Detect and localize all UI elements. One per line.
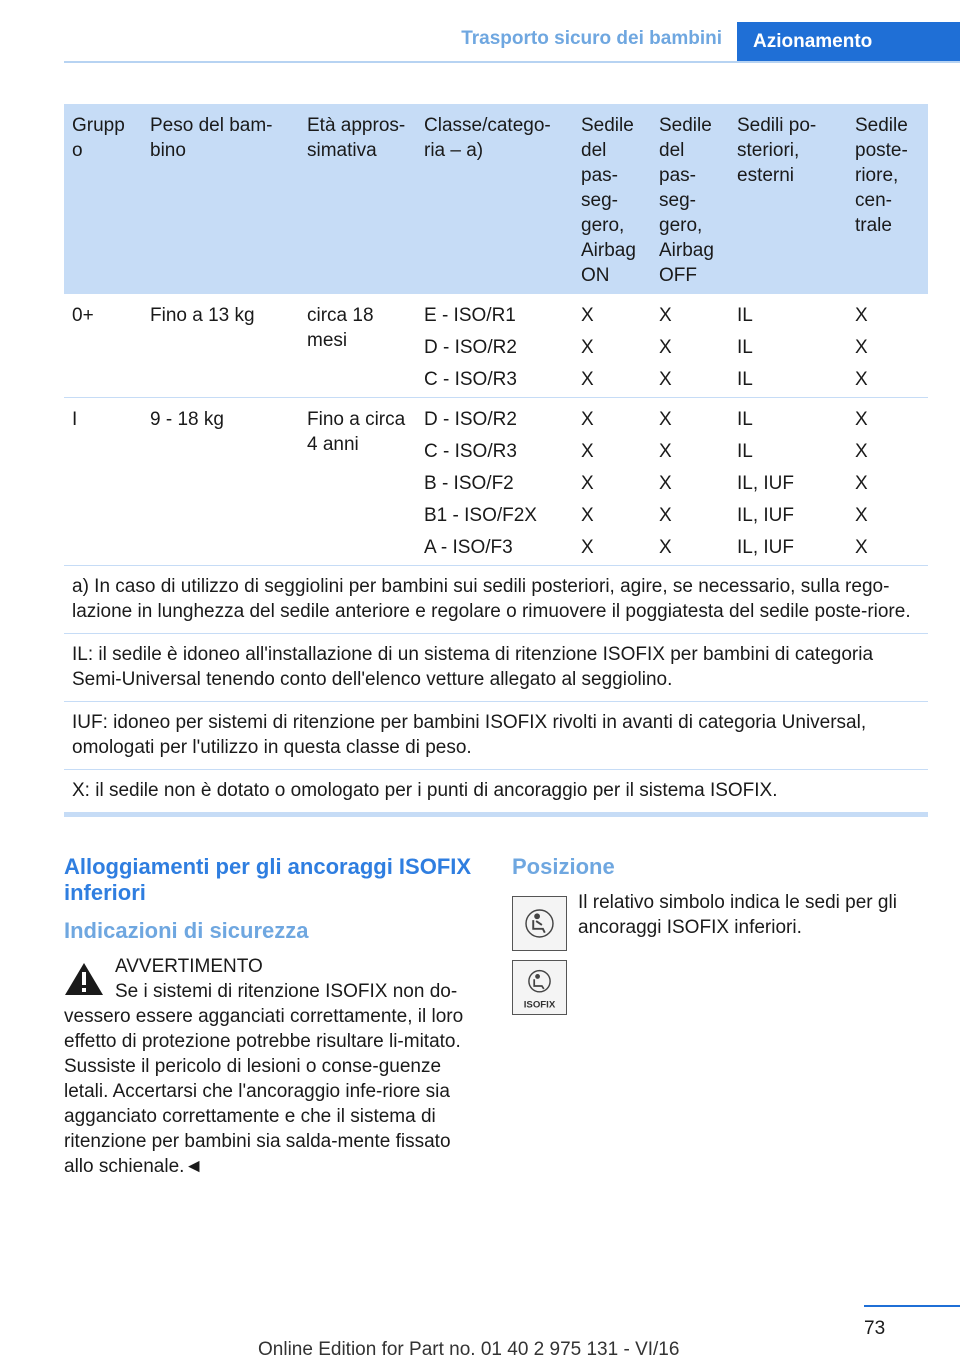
seat-value: X: [855, 473, 868, 494]
footer-divider: [864, 1305, 960, 1307]
isofix-label: ISOFIX: [523, 999, 556, 1011]
seat-value: IL: [737, 441, 753, 462]
cell-rear-outer: [737, 303, 753, 399]
seat-value: X: [659, 305, 672, 326]
safety-subheading: Indicazioni di sicurezza: [64, 918, 309, 943]
seat-value: IL, IUF: [737, 473, 795, 494]
seat-value: X: [581, 305, 594, 326]
cell-group: I: [72, 409, 78, 430]
left-column: [64, 854, 474, 1179]
warning-text: Se i sistemi di ritenzione ISOFIX non do-vessero essere agganciati correttamente, il loro effetto di protezione potrebbe risultare li-mitato. Sussiste il pericolo di lesioni o conse-guenze letali. Accertarsi che l'ancoraggio infe-riore sia agganciato correttamente e che il sistema di ritenzione per bambini sia salda-mente fissato allo schienale.◄: [64, 981, 464, 1177]
seat-value: X: [581, 505, 594, 526]
position-text: Il relativo simbolo indica le sedi per gli ancoraggi ISOFIX inferiori.: [578, 892, 897, 938]
table-row: [64, 294, 928, 398]
note-iuf: IUF: idoneo per sistemi di ritenzione per bambini ISOFIX rivolti in avanti di categoria Universal, omologati per l'utilizzo in questa classe di peso.: [64, 702, 928, 770]
cell-weight: Fino a 13 kg: [150, 305, 255, 326]
seat-value: X: [659, 505, 672, 526]
seat-value: X: [659, 473, 672, 494]
table-header: [64, 104, 928, 294]
header-passenger-airbag-on: Sedile del pas-seg-gero, Airbag ON: [581, 115, 636, 286]
seat-value: X: [855, 409, 868, 430]
note-a: a) In caso di utilizzo di seggiolini per bambini sui sedili posteriori, agire, se necessario, sulla rego-lazione in lunghezza del sedile anteriore e regolare o rimuovere il poggiatesta del sedile poste-riore.: [64, 566, 928, 634]
seat-value: X: [855, 369, 868, 390]
seat-value: X: [659, 369, 672, 390]
seat-value: X: [855, 337, 868, 358]
header-divider: [64, 61, 960, 63]
class-value: B - ISO/F2: [424, 473, 514, 494]
class-value: E - ISO/R1: [424, 305, 516, 326]
seat-value: IL: [737, 409, 753, 430]
header-section-title: Trasporto sicuro dei bambini: [461, 28, 722, 49]
cell-airbag-off: [659, 407, 672, 567]
seat-value: X: [855, 305, 868, 326]
class-value: C - ISO/R3: [424, 369, 517, 390]
table-notes: [64, 566, 928, 817]
header-rear-center: Sedile poste-riore, cen-trale: [855, 115, 908, 236]
seat-value: IL: [737, 305, 753, 326]
seat-value: X: [855, 537, 868, 558]
header-passenger-airbag-off: Sedile del pas-seg-gero, Airbag OFF: [659, 115, 714, 286]
page-number: 73: [864, 1318, 886, 1339]
cell-weight: 9 - 18 kg: [150, 409, 224, 430]
seat-value: X: [581, 441, 594, 462]
seat-value: X: [855, 505, 868, 526]
seat-value: X: [581, 537, 594, 558]
seat-value: IL: [737, 369, 753, 390]
header-weight: Peso del bam-bino: [150, 115, 273, 161]
header-class: Classe/catego-ria – a): [424, 115, 551, 161]
seat-value: IL, IUF: [737, 537, 795, 558]
class-value: B1 - ISO/F2X: [424, 505, 537, 526]
note-x: X: il sedile non è dotato o omologato per i punti di ancoraggio per il sistema ISOFIX.: [64, 770, 928, 817]
cell-group: 0+: [72, 305, 94, 326]
isofix-table: [64, 104, 928, 817]
seat-value: X: [581, 337, 594, 358]
cell-rear-center: [855, 407, 868, 567]
cell-airbag-off: [659, 303, 672, 399]
seat-value: X: [659, 409, 672, 430]
header-group: Grupp o: [72, 115, 125, 161]
seat-value: X: [581, 409, 594, 430]
class-value: A - ISO/F3: [424, 537, 513, 558]
position-heading: Posizione: [512, 854, 615, 879]
cell-age: Fino a circa 4 anni: [307, 409, 406, 455]
seat-value: X: [659, 337, 672, 358]
class-value: D - ISO/R2: [424, 409, 517, 430]
right-column: [512, 854, 928, 1011]
warning-title: AVVERTIMENTO: [115, 956, 263, 977]
cell-class: [424, 407, 537, 567]
cell-class: [424, 303, 517, 399]
header-rear-outer: Sedili po-steriori, esterni: [737, 115, 817, 186]
class-value: C - ISO/R3: [424, 441, 517, 462]
seat-value: X: [659, 537, 672, 558]
cell-airbag-on: [581, 303, 594, 399]
cell-rear-outer: [737, 407, 794, 567]
note-il: IL: il sedile è idoneo all'installazione di un sistema di ritenzione ISOFIX per bambini di categoria Semi-Universal tenendo conto dell'elenco vetture allegato al seggiolino.: [64, 634, 928, 702]
cell-rear-center: [855, 303, 868, 399]
header-chapter-tab: Azionamento: [737, 22, 960, 62]
footer-edition: Online Edition for Part no. 01 40 2 975 131 - VI/16: [258, 1339, 680, 1360]
cell-age: circa 18 mesi: [307, 305, 374, 351]
warning-triangle-icon: [64, 962, 104, 996]
seat-value: IL: [737, 337, 753, 358]
seat-value: X: [581, 369, 594, 390]
seat-value: X: [659, 441, 672, 462]
table-row: [64, 398, 928, 566]
warning-block: [64, 954, 474, 1179]
seat-value: X: [581, 473, 594, 494]
class-value: D - ISO/R2: [424, 337, 517, 358]
cell-airbag-on: [581, 407, 594, 567]
page-header: [0, 0, 960, 64]
header-age: Età appros-simativa: [307, 115, 406, 161]
section-heading: Alloggiamenti per gli ancoraggi ISOFIX inferiori: [64, 854, 472, 905]
isofix-symbol-icon: [512, 960, 567, 1015]
seat-value: IL, IUF: [737, 505, 795, 526]
seat-value: X: [855, 441, 868, 462]
child-seat-symbol-icon: [512, 896, 567, 951]
